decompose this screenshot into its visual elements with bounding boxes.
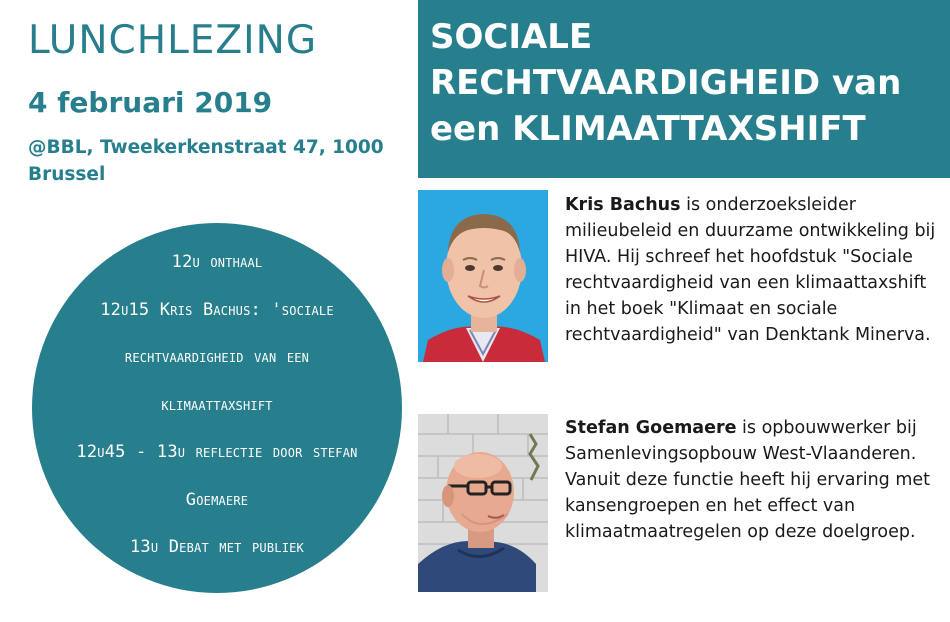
talk-title-line-2: RECHTVAARDIGHEID van <box>430 63 902 103</box>
program-item: 12u15 Kris Bachus: 'sociale <box>100 299 334 320</box>
speaker-name: Stefan Goemaere <box>565 418 737 438</box>
event-venue: @BBL, Tweekerkenstraat 47, 1000 Brussel <box>28 137 384 185</box>
speaker-bio-stefan <box>565 415 940 545</box>
program-item: 12u onthaal <box>171 252 263 272</box>
portrait-stefan-goemaere-icon <box>418 414 548 592</box>
talk-title-line-3: een KLIMAATTAXSHIFT <box>430 109 866 149</box>
event-type-title: LUNCHLEZING <box>28 18 318 63</box>
program-item: 12u45 - 13u reflectie door stefan <box>76 442 358 462</box>
talk-title <box>430 14 945 152</box>
speaker-bio-text: is opbouwwerker bij Samenlevingsopbouw West-Vlaanderen. Vanuit deze functie heeft hij ervaring met kansengroepen en het effect van klimaatmaatregelen op deze doelgroep. <box>565 418 931 542</box>
program-item: 13u Debat met publiek <box>130 537 304 557</box>
event-date: 4 februari 2019 <box>28 86 273 119</box>
portrait-stefan-goemaere <box>418 414 548 592</box>
portrait-kris-bachus <box>418 190 548 362</box>
program-circle <box>32 223 402 593</box>
program-item: rechtvaardigheid van een <box>124 347 310 367</box>
speaker-bio-text: is onderzoeksleider milieubeleid en duurzame ontwikkeling bij HIVA. Hij schreef het hoofdstuk "Sociale rechtvaardigheid van een klimaattaxshift in het boek "Klimaat en sociale rechtvaardigheid" van Denktank Minerva. <box>565 195 936 345</box>
speaker-name: Kris Bachus <box>565 195 681 215</box>
speaker-bio-kris <box>565 192 940 348</box>
program-list <box>32 239 402 572</box>
program-item: Goemaere <box>185 489 249 510</box>
portrait-kris-bachus-icon <box>418 190 548 362</box>
talk-title-line-1: SOCIALE <box>430 17 593 57</box>
talk-title-banner <box>418 0 950 178</box>
program-item: klimaattaxshift <box>161 394 273 415</box>
